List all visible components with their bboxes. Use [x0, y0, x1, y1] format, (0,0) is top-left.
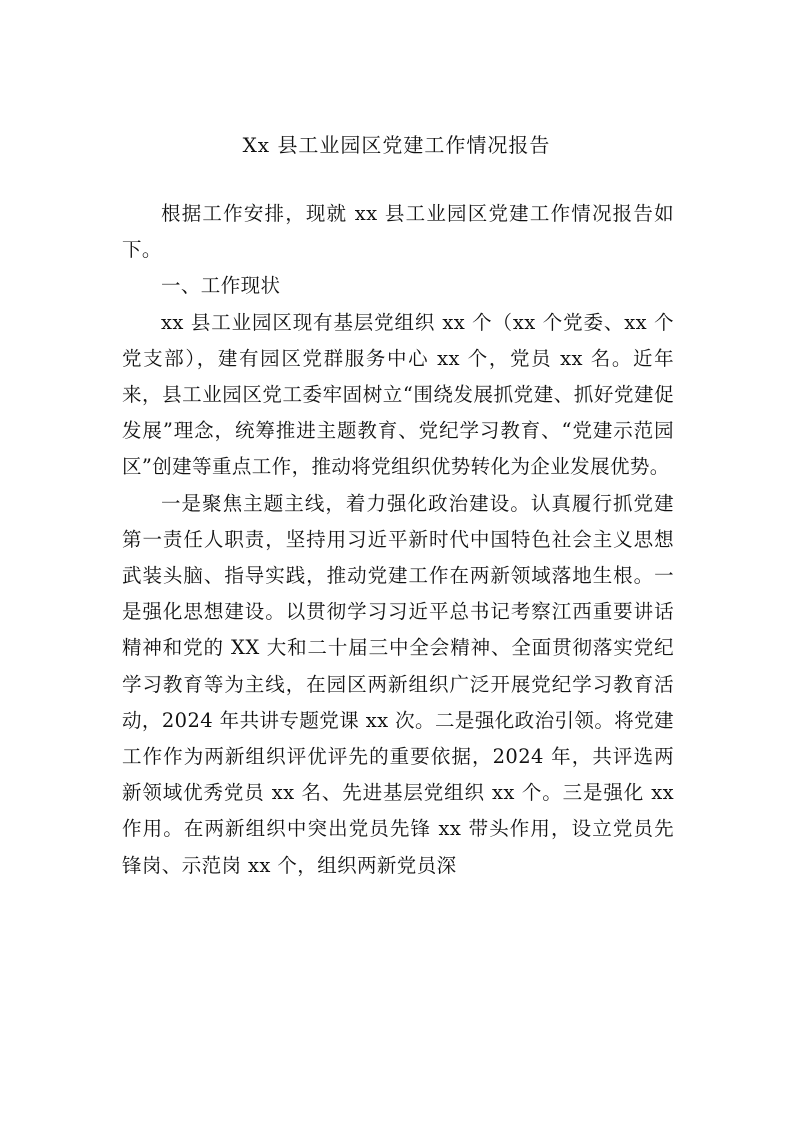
document-body	[122, 196, 674, 884]
section-heading: 一、工作现状	[161, 274, 281, 298]
political-building-paragraph: 一是聚焦主题主线，着力强化政治建设。认真履行抓党建第一责任人职责，坚持用习近平新时代中国特色社会主义思想武装头脑、指导实践，推动党建工作在两新领域落地生根。一是强化思想建设。以贯彻学习习近平总书记考察江西重要讲话精神和党的 XX 大和二十届三中全会精神、全面贯彻落实党纪学习教育等为主线，在园区两新组织广泛开展党纪学习教育活动，2024 年共讲专题党课 xx 次。二是强化政治引领。将党建工作作为两新组织评优评先的重要依据，2024 年，共评选两新领域优秀党员 xx 名、先进基层党组织 xx 个。三是强化 xx 作用。在两新组织中突出党员先锋 xx 带头作用，设立党员先锋岗、示范岗 xx 个，组织两新党员深	[122, 491, 674, 877]
intro-paragraph: 根据工作安排，现就 xx 县工业园区党建工作情况报告如下。	[122, 202, 674, 262]
document-title: Xx 县工业园区党建工作情况报告	[242, 133, 551, 157]
status-paragraph: xx 县工业园区现有基层党组织 xx 个（xx 个党委、xx 个党支部），建有园区党群服务中心 xx 个，党员 xx 名。近年来，县工业园区党工委牢固树立“围绕发展抓党建、抓好党建促发展”理念，统筹推进主题教育、党纪学习教育、“党建示范园区”创建等重点工作，推动将党组织优势转化为企业发展优势。	[122, 310, 674, 479]
